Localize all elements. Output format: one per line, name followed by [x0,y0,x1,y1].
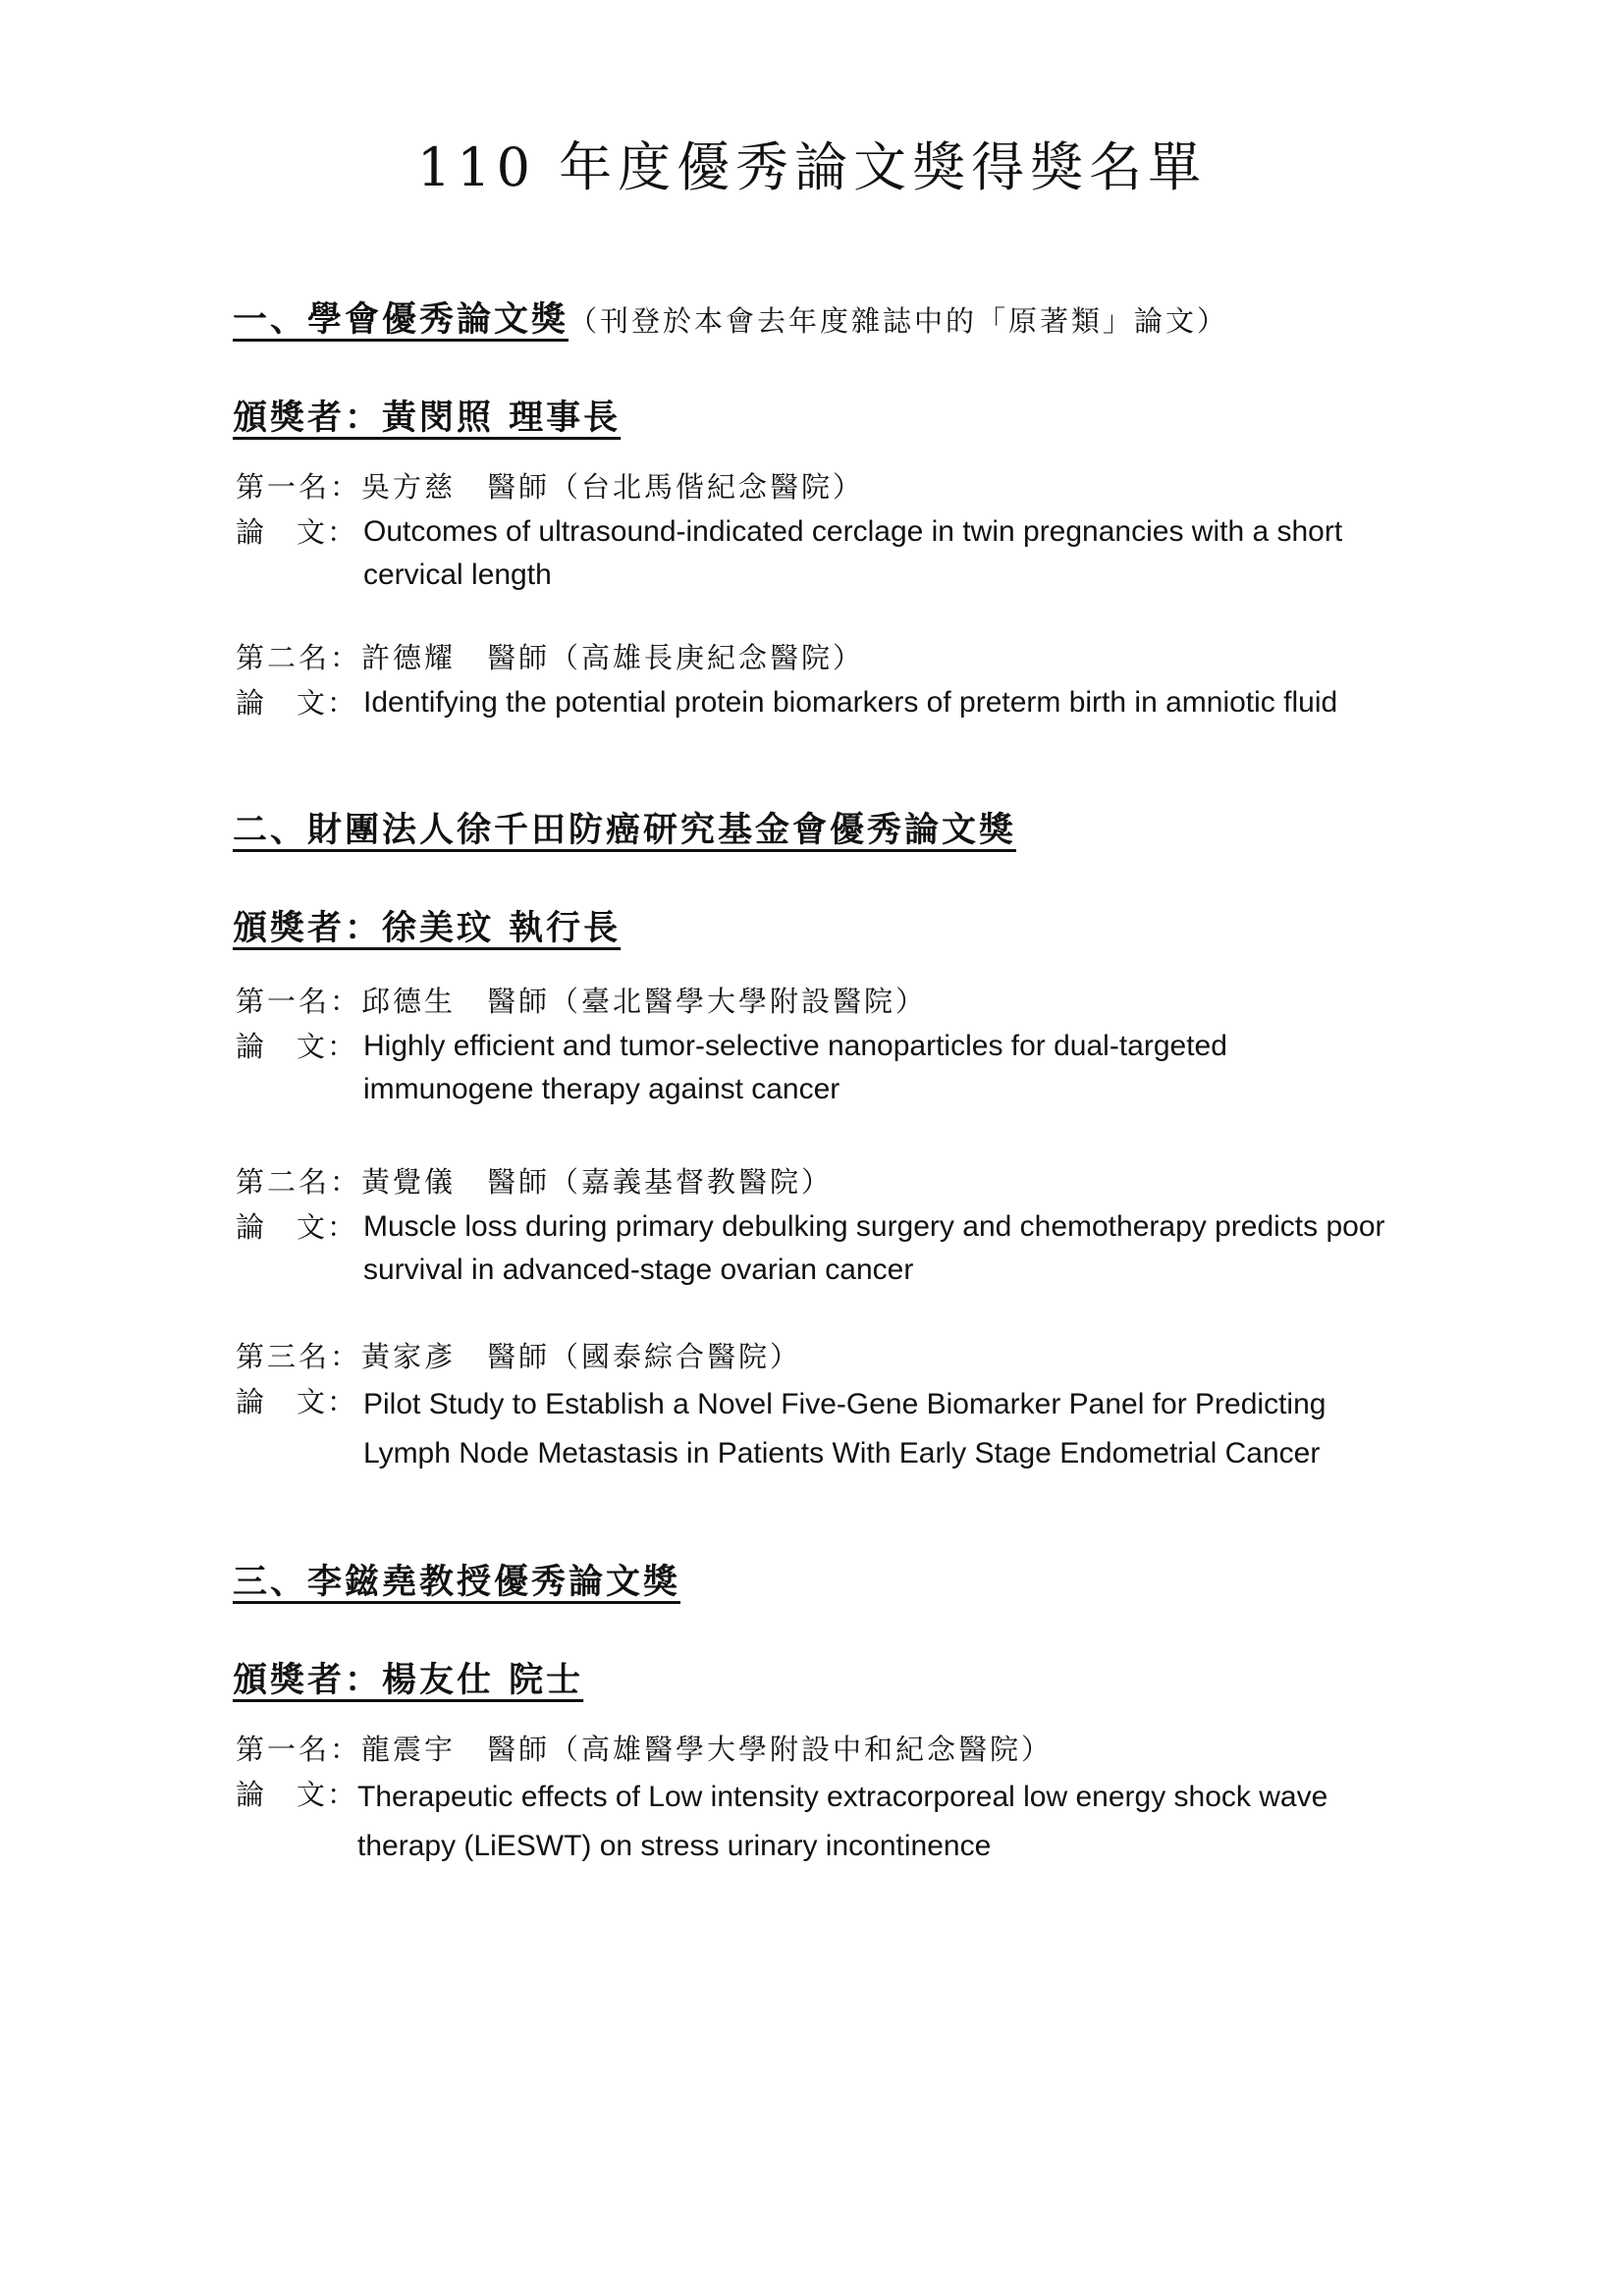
paper-title: Therapeutic effects of Low intensity extracorporeal low energy shock wave therapy (LiESWT) on stress urinary incontinence [357,1781,1328,1862]
section-heading-2 [233,803,1016,852]
section-heading-1-text: 一、學會優秀論文獎 [233,299,569,340]
paper-title: Highly efficient and tumor-selective nanoparticles for dual-targeted immunogene therapy against cancer [363,1030,1227,1105]
section-heading-3-text: 三、李鎡堯教授優秀論文獎 [233,1562,681,1602]
award-paper [236,1773,1414,1871]
section-heading-1-note: （刊登於本會去年度雜誌中的「原著類」論文） [568,304,1229,338]
section-heading-2-text: 二、財團法人徐千田防癌研究基金會優秀論文獎 [233,810,1017,850]
award-paper [236,1205,1414,1292]
award-paper [236,510,1414,597]
award-1-2 [236,636,1414,724]
award-rank: 第二名：許德耀 醫師（高雄長庚紀念醫院） [236,641,865,674]
award-rank: 第一名：吳方慈 醫師（台北馬偕紀念醫院） [236,470,865,504]
paper-label: 論 文： [236,1030,358,1063]
paper-label: 論 文： [236,1778,358,1811]
award-rank: 第二名：黃覺儀 醫師（嘉義基督教醫院） [236,1165,834,1199]
award-rank: 第一名：龍震宇 醫師（高雄醫學大學附設中和紀念醫院） [236,1733,1054,1766]
paper-label: 論 文： [236,686,358,720]
award-paper [236,1025,1414,1111]
paper-label: 論 文： [236,515,358,549]
paper-label: 論 文： [236,1385,358,1418]
paper-title: Pilot Study to Establish a Novel Five-Gene Biomarker Panel for Predicting Lymph Node Metastasis in Patients With Early Stage Endometrial Cancer [363,1388,1326,1469]
award-paper [236,681,1414,724]
award-2-1 [236,980,1414,1111]
paper-label: 論 文： [236,1210,358,1244]
award-paper [236,1380,1414,1478]
paper-title: Muscle loss during primary debulking surgery and chemotherapy predicts poor survival in advanced-stage ovarian cancer [363,1210,1385,1286]
award-rank: 第三名：黃家彥 醫師（國泰綜合醫院） [236,1340,802,1373]
award-1-1 [236,465,1414,597]
presenter-3: 頒獎者：楊友仕 院士 [233,1660,584,1700]
award-3-1 [236,1728,1414,1871]
section-heading-1 [233,293,1228,342]
award-2-3 [236,1335,1414,1478]
award-rank: 第一名：邱德生 醫師（臺北醫學大學附設醫院） [236,985,928,1018]
page-title: 110 年度優秀論文獎得獎名單 [416,136,1208,198]
paper-title: Outcomes of ultrasound-indicated cerclage in twin pregnancies with a short cervical length [363,515,1343,591]
presenter-2: 頒獎者：徐美玟 執行長 [233,908,622,948]
section-heading-3 [233,1555,680,1604]
award-2-2 [236,1160,1414,1292]
paper-title: Identifying the potential protein biomarkers of preterm birth in amniotic fluid [363,686,1338,719]
presenter-1: 頒獎者：黃閔照 理事長 [233,398,622,438]
